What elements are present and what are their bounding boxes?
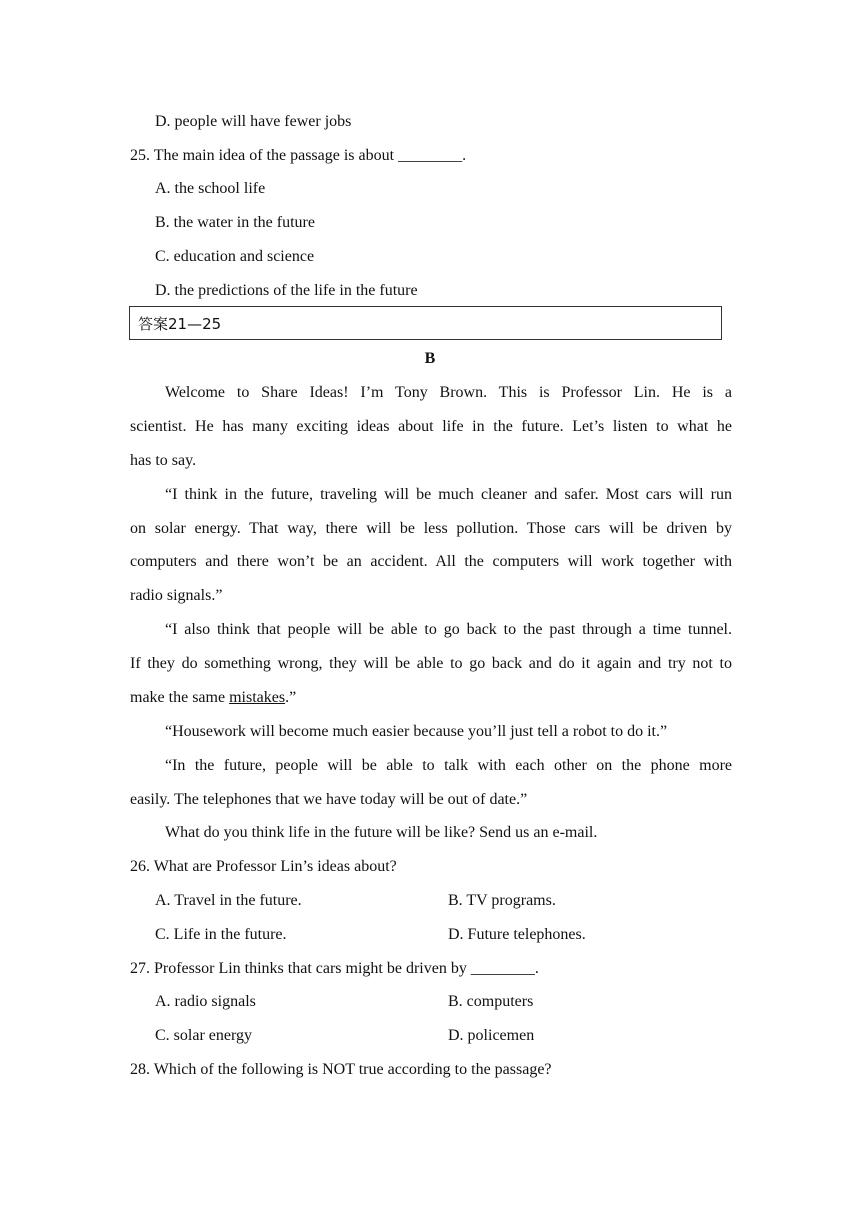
q26-option-b: B. TV programs.: [448, 892, 556, 909]
q26-option-c: C. Life in the future.: [155, 926, 287, 943]
section-title: B: [424, 350, 436, 367]
passage-p2-line3: computers and there won’t be an accident. All the computers will work together with: [130, 553, 732, 570]
underlined-word-mistakes: mistakes: [229, 689, 286, 706]
q27-option-a: A. radio signals: [155, 993, 256, 1010]
passage-p3-line2: If they do something wrong, they will be able to go back and do it again and try not to: [130, 655, 732, 672]
q24-option-d: D. people will have fewer jobs: [155, 113, 352, 130]
passage-p1-line2: scientist. He has many exciting ideas about life in the future. Let’s listen to what he: [130, 418, 732, 435]
passage-p3-line3: [130, 688, 732, 708]
passage-p3-line3-pre: make the same: [130, 689, 230, 706]
passage-p3-line1: “I also think that people will be able to go back to the past through a time tunnel.: [165, 621, 732, 638]
passage-p4: “Housework will become much easier because you’ll just tell a robot to do it.”: [165, 723, 668, 740]
passage-p5-line2: easily. The telephones that we have today will be out of date.”: [130, 791, 528, 808]
q26-option-a: A. Travel in the future.: [155, 892, 302, 909]
q27-option-d: D. policemen: [448, 1027, 535, 1044]
answer-box: [129, 306, 722, 340]
q25-question: 25. The main idea of the passage is about ________.: [130, 147, 467, 164]
passage-p1-line3: has to say.: [130, 452, 197, 469]
q25-option-a: A. the school life: [155, 180, 266, 197]
q25-option-c: C. education and science: [155, 248, 315, 265]
passage-p5-line1: “In the future, people will be able to talk with each other on the phone more: [165, 757, 732, 774]
q27-option-c: C. solar energy: [155, 1027, 253, 1044]
passage-p2-line1: “I think in the future, traveling will be much cleaner and safer. Most cars will run: [165, 486, 732, 503]
passage-p2-line2: on solar energy. That way, there will be less pollution. Those cars will be driven by: [130, 520, 732, 537]
q28-question: 28. Which of the following is NOT true according to the passage?: [130, 1061, 552, 1078]
passage-p1-line1: Welcome to Share Ideas! I’m Tony Brown. This is Professor Lin. He is a: [165, 384, 732, 401]
passage-p3-line3-post: .”: [285, 689, 297, 706]
passage-p2-line4: radio signals.”: [130, 587, 223, 604]
q27-question: 27. Professor Lin thinks that cars might be driven by ________.: [130, 960, 539, 977]
q25-option-b: B. the water in the future: [155, 214, 315, 231]
q26-option-d: D. Future telephones.: [448, 926, 586, 943]
q26-question: 26. What are Professor Lin’s ideas about?: [130, 858, 397, 875]
q25-option-d: D. the predictions of the life in the future: [155, 282, 418, 299]
q27-option-b: B. computers: [448, 993, 534, 1010]
passage-p6: What do you think life in the future will be like? Send us an e-mail.: [165, 824, 598, 841]
answer-box-label: 答案21—25: [138, 315, 222, 333]
